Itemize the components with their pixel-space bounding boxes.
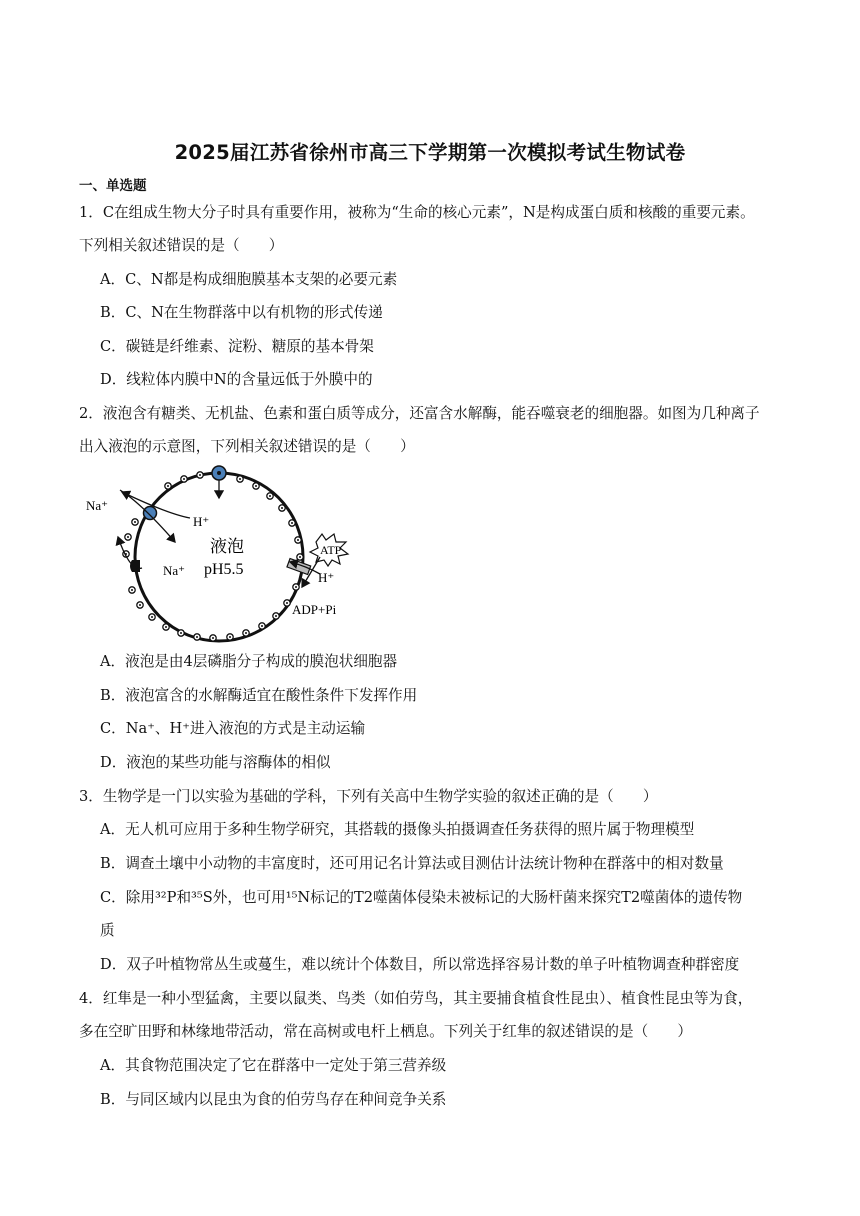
question-text: 生物学是一门以实验为基础的学科，下列有关高中生物学实验的叙述正确的是（ ） [102,788,658,805]
question-number: 2． [79,405,103,422]
q1-option-b: B．C、N在生物群落中以有机物的形式传递 [100,304,383,321]
question-1-line-1 [79,203,755,223]
q3-option-c: C．除用³²P和³⁵S外，也可用¹⁵N标记的T2噬菌体侵染未被标记的大肠杆菌来探究T2噬菌体的遗传物 [100,889,743,906]
na-channel-icon [130,560,140,572]
q3-option-a: A．无人机可应用于多种生物学研究，其搭载的摄像头拍摄调查任务获得的照片属于物理模型 [100,821,695,838]
question-text: C在组成生物大分子时具有重要作用，被称为“生命的核心元素”，N是构成蛋白质和核酸的重要元素。 [102,204,755,221]
question-number: 4． [79,990,103,1007]
q2-option-d: D．液泡的某些功能与溶酶体的相似 [100,754,331,771]
adp-label: ADP+Pi [292,602,337,617]
page-title: 2025届江苏省徐州市高三下学期第一次模拟考试生物试卷 [174,141,686,164]
q3-option-c-continued: 质 [100,922,115,939]
q4-option-a: A．其食物范围决定了它在群落中一定处于第三营养级 [100,1057,447,1074]
ph-label: pH5.5 [204,561,244,578]
section-heading: 一、单选题 [79,178,147,194]
vacuole-label: 液泡 [210,537,244,556]
h-atpase-pump-icon [287,558,311,574]
question-number: 1． [79,204,103,221]
q2-option-c: C．Na⁺、H⁺进入液泡的方式是主动运输 [100,720,366,737]
h-right-label: H⁺ [318,570,335,585]
question-4-line-1 [79,989,752,1009]
atp-label: ATP [320,543,342,557]
na-h-antiporter-icon [144,507,157,520]
q3-option-d: D．双子叶植物常丛生或蔓生，难以统计个体数目，所以常选择容易计数的单子叶植物调查种群密度 [100,956,740,973]
q1-option-a: A．C、N都是构成细胞膜基本支架的必要元素 [100,271,398,288]
question-2-line-2: 出入液泡的示意图，下列相关叙述错误的是（ ） [79,438,415,455]
q3-option-b: B．调查土壤中小动物的丰富度时，还可用记名计算法或目测估计法统计物种在群落中的相对数量 [100,855,724,872]
q1-option-c: C．碳链是纤维素、淀粉、糖原的基本骨架 [100,338,374,355]
q2-option-a: A．液泡是由4层磷脂分子构成的膜泡状细胞器 [100,653,398,670]
question-3-line-1 [79,787,657,807]
question-1-line-2: 下列相关叙述错误的是（ ） [79,237,284,254]
question-text: 红隼是一种小型猛禽，主要以鼠类、鸟类（如伯劳鸟，其主要捕食植食性昆虫）、植食性昆虫等为食， [102,990,753,1007]
na-out-label: Na⁺ [86,498,109,513]
question-number: 3． [79,788,103,805]
vacuole-diagram [80,462,380,647]
question-2-line-1 [79,404,760,424]
q1-option-d: D．线粒体内膜中N的含量远低于外膜中的 [100,371,373,388]
h-top-label: H⁺ [193,514,210,529]
q2-option-b: B．液泡富含的水解酶适宜在酸性条件下发挥作用 [100,687,418,704]
question-4-line-2: 多在空旷田野和林缘地带活动，常在高树或电杆上栖息。下列关于红隼的叙述错误的是（ ） [79,1023,692,1040]
question-text: 液泡含有糖类、无机盐、色素和蛋白质等成分，还富含水解酶，能吞噬衰老的细胞器。如图为几种离子 [102,405,760,422]
q4-option-b: B．与同区域内以昆虫为食的伯劳鸟存在种间竞争关系 [100,1091,447,1108]
na-in-label: Na⁺ [163,563,186,578]
